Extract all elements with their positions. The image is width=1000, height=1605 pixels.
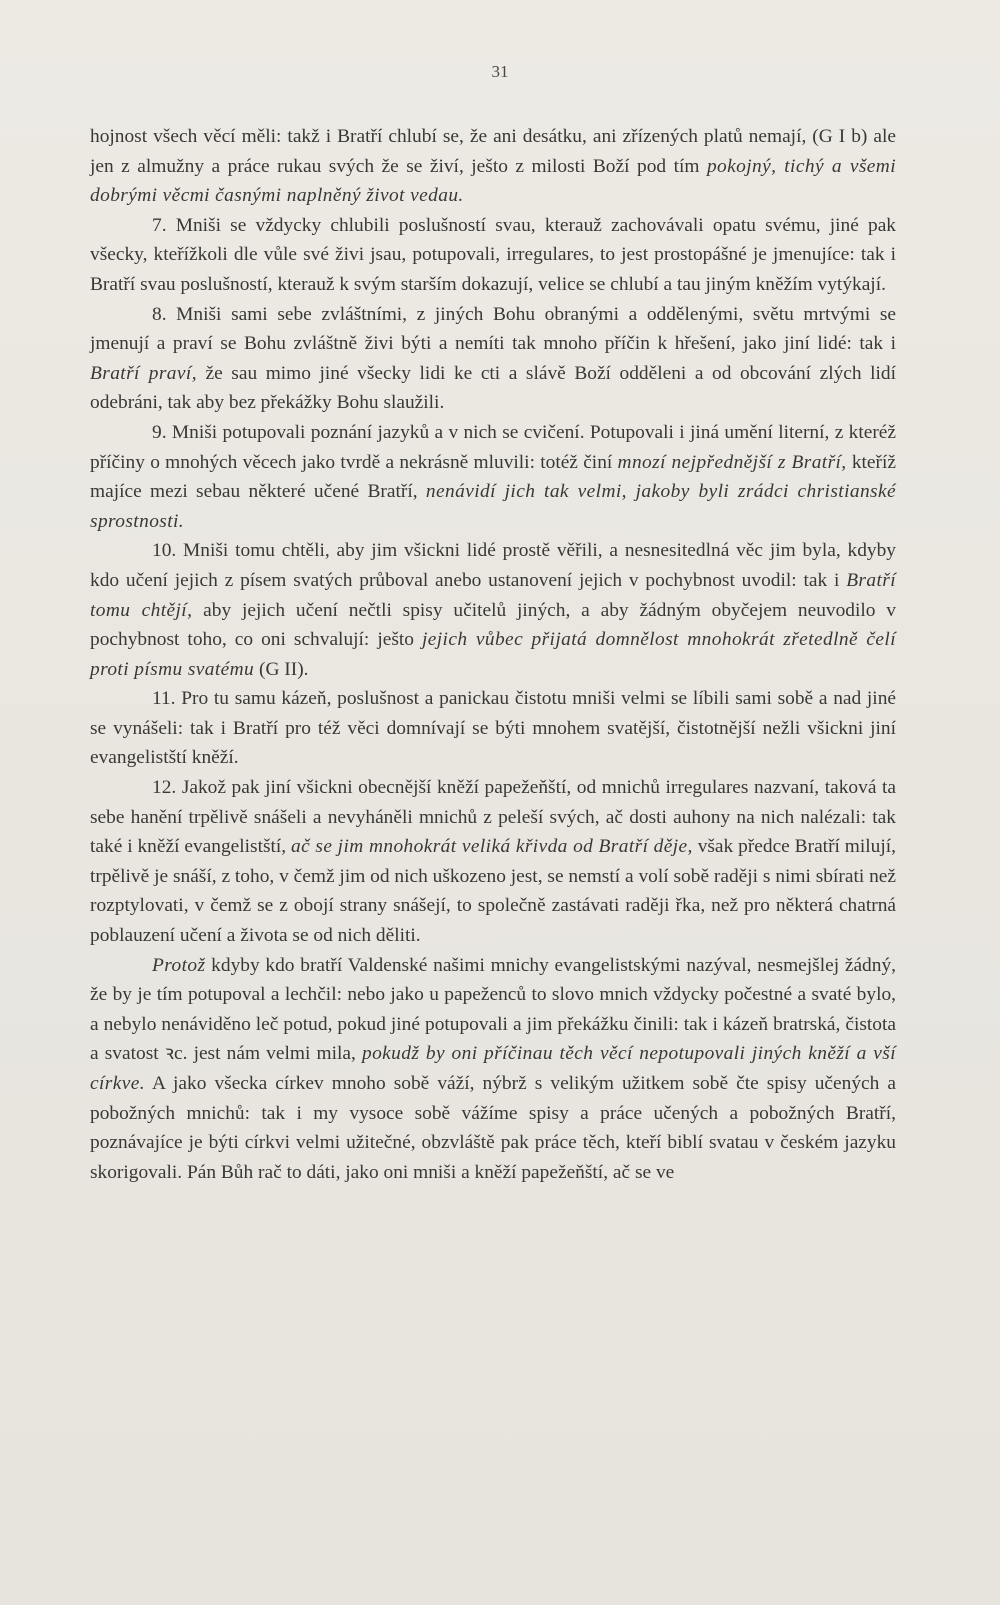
paragraph: [90, 684, 896, 773]
text-run: 11. Pro tu samu kázeň, poslušnost a panickau čistotu mniši velmi se líbili sami sobě a nad jiné se vynášeli: tak i Bratří pro též věci domnívají se býti mnohem svatější, čistotnější nežli všickni jiní evangelistští kněží.: [90, 688, 896, 769]
paragraph: [90, 418, 896, 536]
paragraph: [90, 951, 896, 1188]
text-run: A jako všecka církev mnoho sobě váží, nýbrž s velikým užitkem sobě čte spisy učených a pobožných mnichů: tak i my vysoce sobě vážíme spisy a práce učených a pobožných Bratří, poznávajíce je býti církvi velmi užitečné, obzvláště pak práce těch, kteří biblí svatau v českém jazyku skorigovali. Pán Bůh rač to dáti, jako oni mniši a kněží papežeňští, ač se ve: [90, 1073, 896, 1183]
body-text: [90, 122, 896, 1187]
italic-text-run: pokudž by oni příčinau těch věcí nepotupovali jiných kněží a vší církve.: [90, 1043, 896, 1094]
paragraph: [90, 536, 896, 684]
text-run: že sau mimo jiné všecky lidi ke cti a slávě Boží odděleni a od obcování zlých lidí odebráni, tak aby bez překážky Bohu slaužili.: [90, 362, 896, 414]
text-run: (G II).: [254, 658, 309, 680]
italic-text-run: nenávidí jich tak velmi, jakoby byli zrádci christianské sprostnosti.: [90, 481, 897, 532]
italic-text-run: Protož: [152, 954, 206, 976]
paragraph: [90, 773, 896, 951]
text-run: hojnost všech věcí měli: takž i Bratří chlubí se, že ani desátku, ani zřízených platů nemají, (G I b) ale jen z almužny a práce rukau svých že se živí, ješto z milosti Boží pod tím: [90, 126, 896, 177]
italic-text-run: mnozí nejpřednější z Bratří,: [617, 451, 847, 473]
text-run: 9. Mniši potupovali poznání jazyků a v nich se cvičení. Potupovali i jiná umění literní, z kteréž příčiny o mnohých věcech jako tvrdě a nekrásně mluvili: totéž činí: [90, 421, 896, 473]
text-run: kdyby kdo bratří Valdenské našimi mnichy evangelistskými nazýval, nesmejšlej žádný, že by je tím potupoval a lechčil: nebo jako u papeženců to slovo mnich vždycky počestné a svaté bylo, a nebylo nenáviděno leč potud, pokud jiné potupovali a jim překážku činili: tak i kázeň bratrská, čistota a svatost ꝛc. jest nám velmi mila,: [90, 954, 896, 1065]
text-run: 7. Mniši se vždycky chlubili poslušností svau, kterauž zachovávali opatu svému, jiné pak všecky, kteřížkoli dle vůle své živi jsau, potupovali, irregulares, to jest prostopášné je jmenujíce: tak i Bratří svau poslušností, kterauž k svým starším dokazují, velice se chlubí a tau jiným kněžím vytýkají.: [90, 214, 896, 295]
italic-text-run: jejich vůbec přijatá domnělost mnohokrát zřetedlně čelí proti písmu svatému: [90, 629, 896, 680]
paragraph: [90, 211, 896, 300]
text-run: aby jejich učení nečtli spisy učitelů jiných, a aby žádným obyčejem neuvodilo v pochybnost toho, co oni schvalují: ješto: [90, 599, 896, 651]
paragraph: [90, 122, 896, 211]
text-run: 10. Mniši tomu chtěli, aby jim všickni lidé prostě věřili, a nesnesitedlná věc jim byla, kdyby kdo učení jejich z písem svatých průboval anebo ustanovení jejich v pochybnost uvodil: tak i: [90, 540, 896, 591]
text-run: 8. Mniši sami sebe zvláštními, z jiných Bohu obranými a oddělenými, světu mrtvými se jmenují a praví se Bohu zvláštně živi býti a nemíti tak mnoho příčin k hřešení, jako jiní lidé: tak i: [90, 303, 896, 355]
text-run: 12. Jakož pak jiní všickni obecnější kněží papežeňští, od mnichů irregulares nazvaní, taková ta sebe hanění trpělivě snášeli a nevyháněli mnichů z peleší svých, ač dosti auhony na nich nalézali: tak také i kněží evangelistští,: [90, 777, 896, 858]
paragraph: [90, 300, 896, 418]
italic-text-run: Bratří tomu chtějí,: [90, 569, 896, 621]
italic-text-run: pokojný, tichý a všemi dobrými věcmi časnými naplněný život vedau.: [90, 155, 896, 207]
page-number: 31: [491, 62, 509, 81]
text-run: kteříž majíce mezi sebau některé učené Bratří,: [90, 451, 896, 503]
italic-text-run: Bratří praví,: [90, 362, 197, 384]
italic-text-run: ač se jim mnohokrát veliká křivda od Bratří děje,: [291, 836, 693, 858]
text-run: však předce Bratří milují, trpělivě je snáší, z toho, v čemž jim od nich uškozeno jest, se nemstí a volí sobě raději s nimi sbírati než rozptylovati, v čemž se z obojí strany snášejí, to společně zastávati raději řka, než pro některá chatrná poblauzení učení a života se od nich děliti.: [90, 836, 896, 947]
